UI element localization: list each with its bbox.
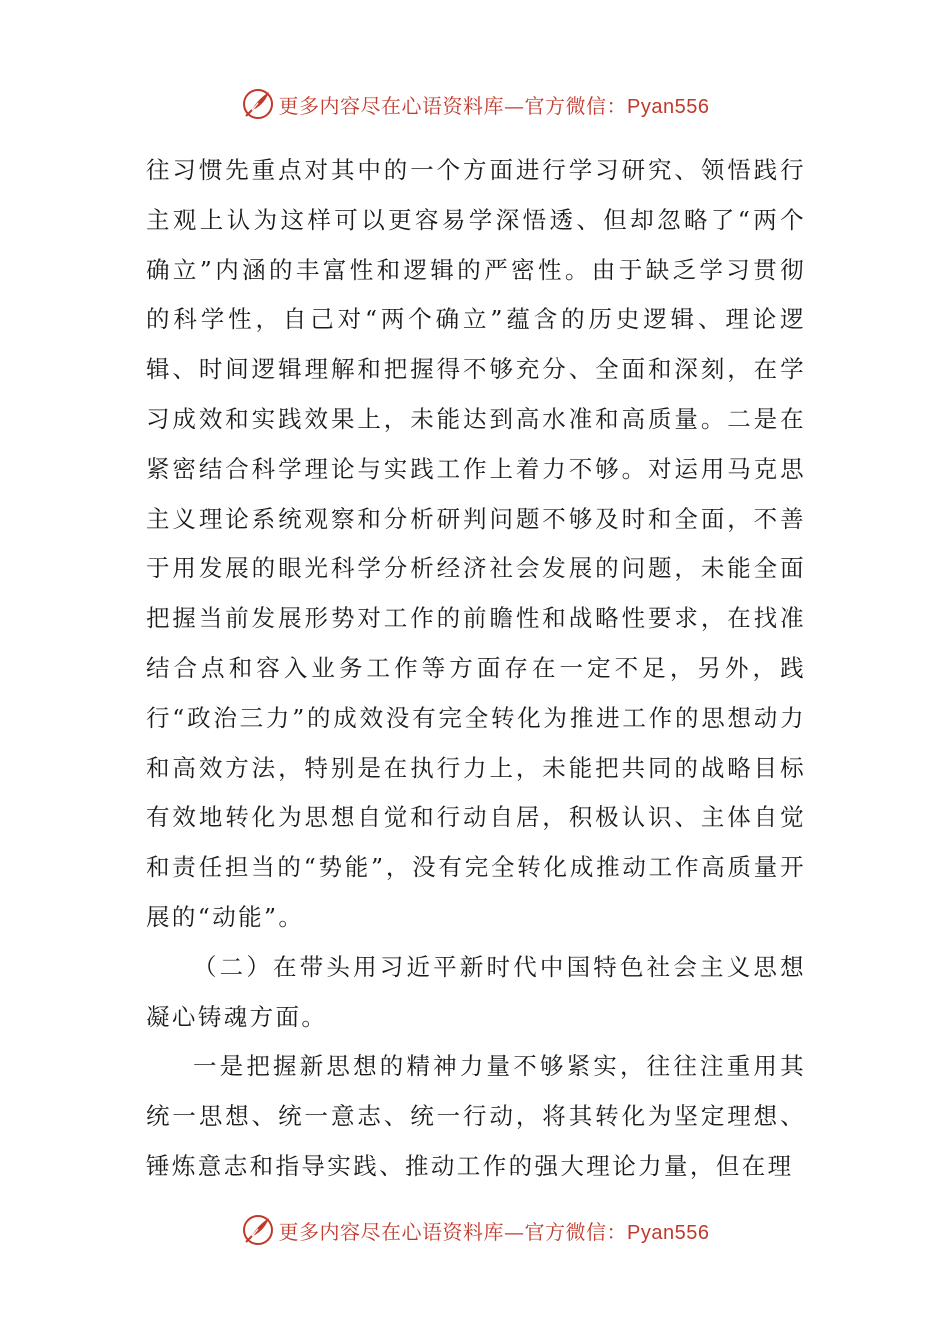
paragraph-point-1: 一是把握新思想的精神力量不够紧实，往往注重用其统一思想、统一意志、统一行动，将其转化为坚定理想、锤炼意志和指导实践、推动工作的强大理论力量，但在理 [146,1052,806,1180]
banner-label: 更多内容尽在心语资料库—官方微信： [278,93,628,118]
banner-wechat-id: Pyan556 [627,1221,710,1244]
quill-logo-icon [241,87,275,121]
banner-text [279,1216,710,1245]
paragraph-continuation: 往习惯先重点对其中的一个方面进行学习研究、领悟践行主观上认为这样可以更容易学深悟透、但却忽略了“两个确立”内涵的丰富性和逻辑的严密性。由于缺乏学习贯彻的科学性，自己对“两个确立”蕴含的历史逻辑、理论逻辑、时间逻辑理解和把握得不够充分、全面和深刻，在学习成效和实践效果上，未能达到高水准和高质量。二是在紧密结合科学理论与实践工作上着力不够。对运用马克思主义理论系统观察和分析研判问题不够及时和全面，不善于用发展的眼光科学分析经济社会发展的问题，未能全面把握当前发展形势对工作的前瞻性和战略性要求，在找准结合点和容入业务工作等方面存在一定不足，另外，践行“政治三力”的成效没有完全转化为推进工作的思想动力和高效方法，特别是在执行力上，未能把共同的战略目标有效地转化为思想自觉和行动自居，积极认识、主体自觉和责任担当的“势能”，没有完全转化成推动工作高质量开展的“动能”。 [146,156,806,931]
section-heading-2: （二）在带头用习近平新时代中国特色社会主义思想凝心铸魂方面。 [146,952,806,1031]
document-body [146,146,806,1192]
banner-label: 更多内容尽在心语资料库—官方微信： [278,1219,628,1244]
banner-text [279,90,710,119]
footer-banner [0,1210,950,1250]
header-banner [0,84,950,124]
banner-wechat-id: Pyan556 [627,95,710,118]
quill-logo-icon [241,1213,275,1247]
